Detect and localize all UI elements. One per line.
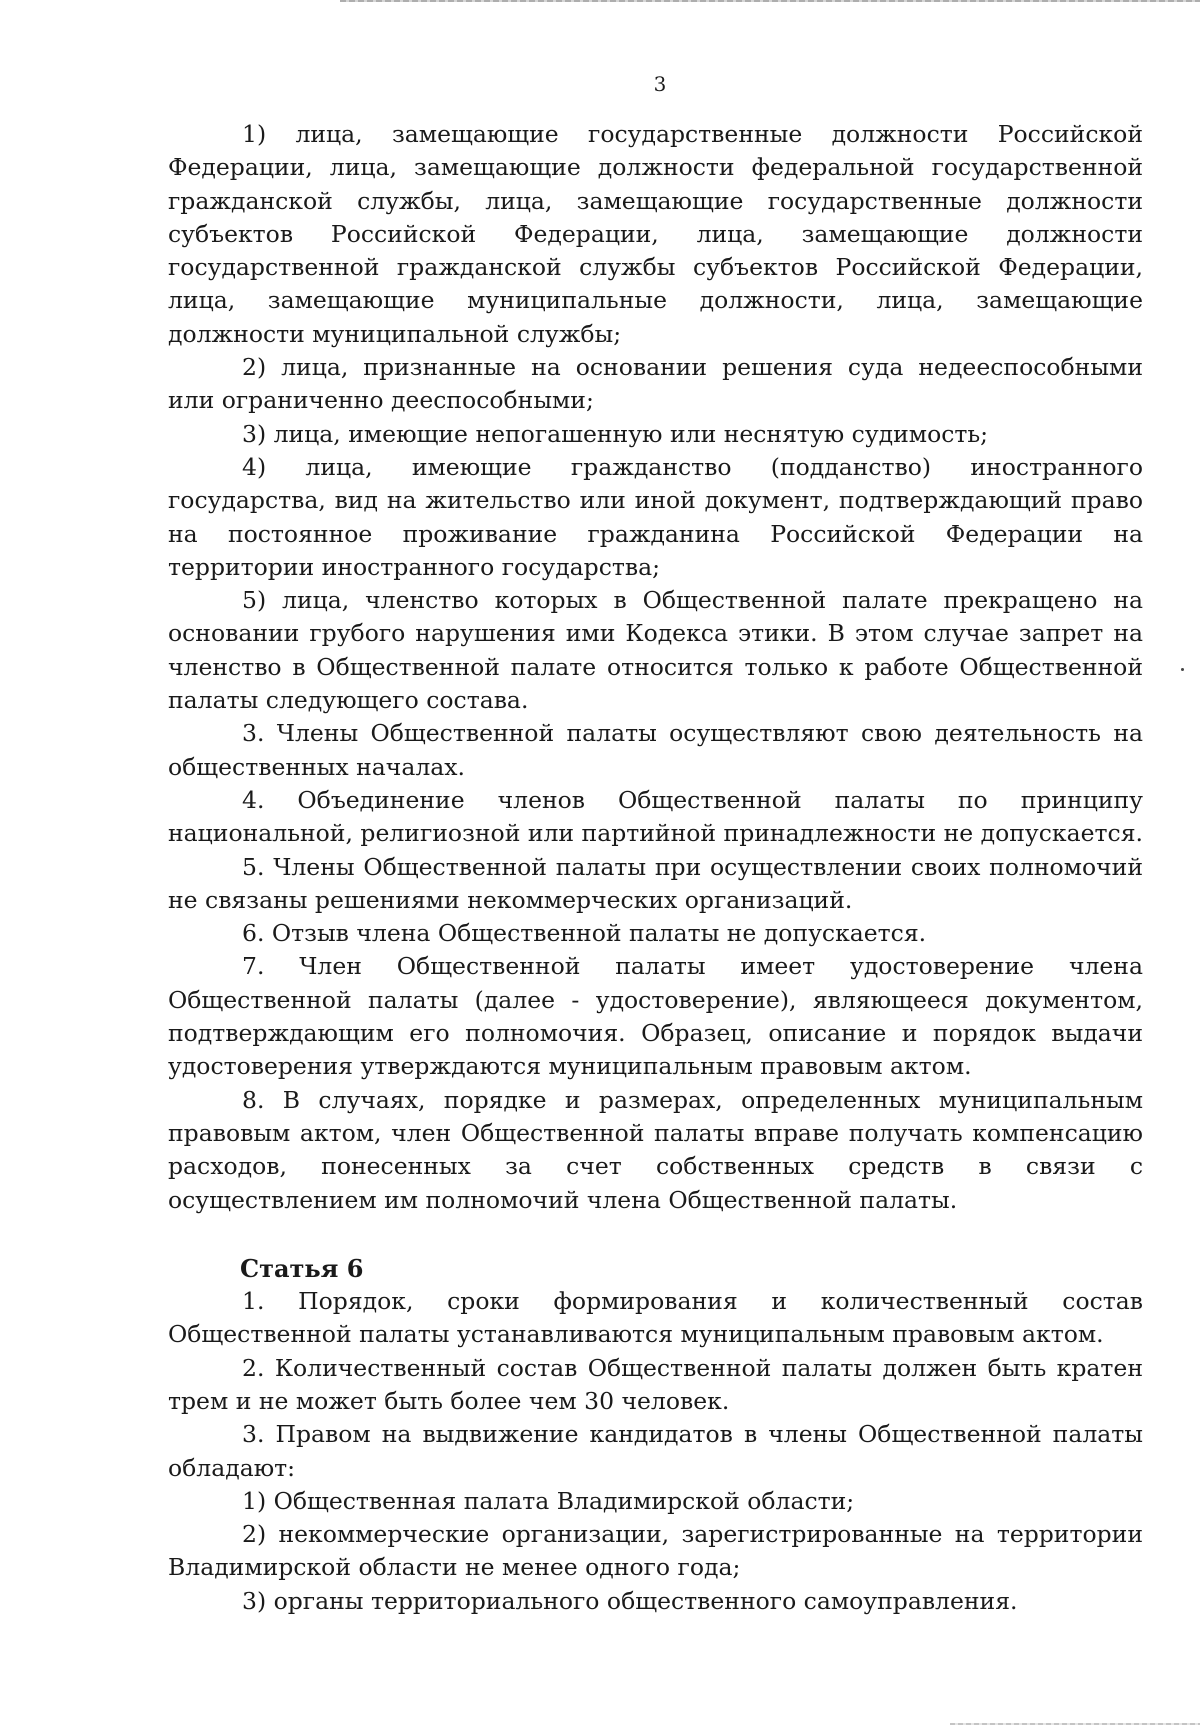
paragraph: 5) лица, членство которых в Общественной палате прекращено на основании грубого нарушения ими Кодекса этики. В этом случае запрет на членство в Общественной палате относится только к работе Общественной палаты следующего состава.	[168, 586, 1143, 715]
paragraph: 5. Члены Общественной палаты при осуществлении своих полномочий не связаны решениями некоммерческих организаций.	[168, 852, 1143, 914]
paragraph: 3) органы территориального общественного самоуправления.	[242, 1586, 1018, 1615]
scan-edge-bottom	[950, 1723, 1200, 1725]
paragraph: 2) некоммерческие организации, зарегистрированные на территории Владимирской области не менее одного года;	[168, 1520, 1143, 1582]
paragraph: 3. Правом на выдвижение кандидатов в члены Общественной палаты обладают:	[168, 1420, 1143, 1482]
paragraph: 3) лица, имеющие непогашенную или неснятую судимость;	[242, 419, 989, 448]
paragraph: 6. Отзыв члена Общественной палаты не допускается.	[242, 919, 927, 948]
paragraph: 4. Объединение членов Общественной палаты по принципу национальной, религиозной или партийной принадлежности не допускается.	[168, 785, 1143, 848]
document-body	[168, 118, 1143, 1618]
paragraph: 1) Общественная палата Владимирской области;	[242, 1486, 855, 1515]
scan-speck	[1181, 668, 1184, 671]
paragraph: 8. В случаях, порядке и размерах, определенных муниципальным правовым актом, член Общественной палаты вправе получать компенсацию расходов, понесенных за счет собственных средств в связи с осуществлением им полномочий члена Общественной палаты.	[168, 1085, 1143, 1214]
paragraph: 2. Количественный состав Общественной палаты должен быть кратен трем и не может быть более чем 30 человек.	[168, 1353, 1143, 1415]
paragraph: 7. Член Общественной палаты имеет удостоверение члена Общественной палаты (далее - удостоверение), являющееся документом, подтверждающим его полномочия. Образец, описание и порядок выдачи удостоверения утверждаются муниципальным правовым актом.	[168, 952, 1143, 1081]
article-heading: Статья 6	[240, 1253, 364, 1283]
paragraph: 1) лица, замещающие государственные должности Российской Федерации, лица, замещающие должности федеральной государственной гражданской службы, лица, замещающие государственные должности субъектов Российской Федерации, лица, замещающие должности государственной гражданской службы субъектов Российской Федерации, лица, замещающие муниципальные должности, лица, замещающие должности муниципальной службы;	[168, 120, 1143, 348]
paragraph: 2) лица, признанные на основании решения суда недееспособными или ограниченно дееспособными;	[168, 353, 1143, 415]
paragraph: 3. Члены Общественной палаты осуществляют свою деятельность на общественных началах.	[168, 719, 1143, 781]
paragraph: 4) лица, имеющие гражданство (подданство) иностранного государства, вид на жительство или иной документ, подтверждающий право на постоянное проживание гражданина Российской Федерации на территории иностранного государства;	[168, 452, 1143, 581]
paragraph: 1. Порядок, сроки формирования и количественный состав Общественной палаты устанавливаются муниципальным правовым актом.	[168, 1287, 1143, 1349]
page-number: 3	[653, 72, 667, 96]
scan-edge-top	[340, 0, 1200, 2]
